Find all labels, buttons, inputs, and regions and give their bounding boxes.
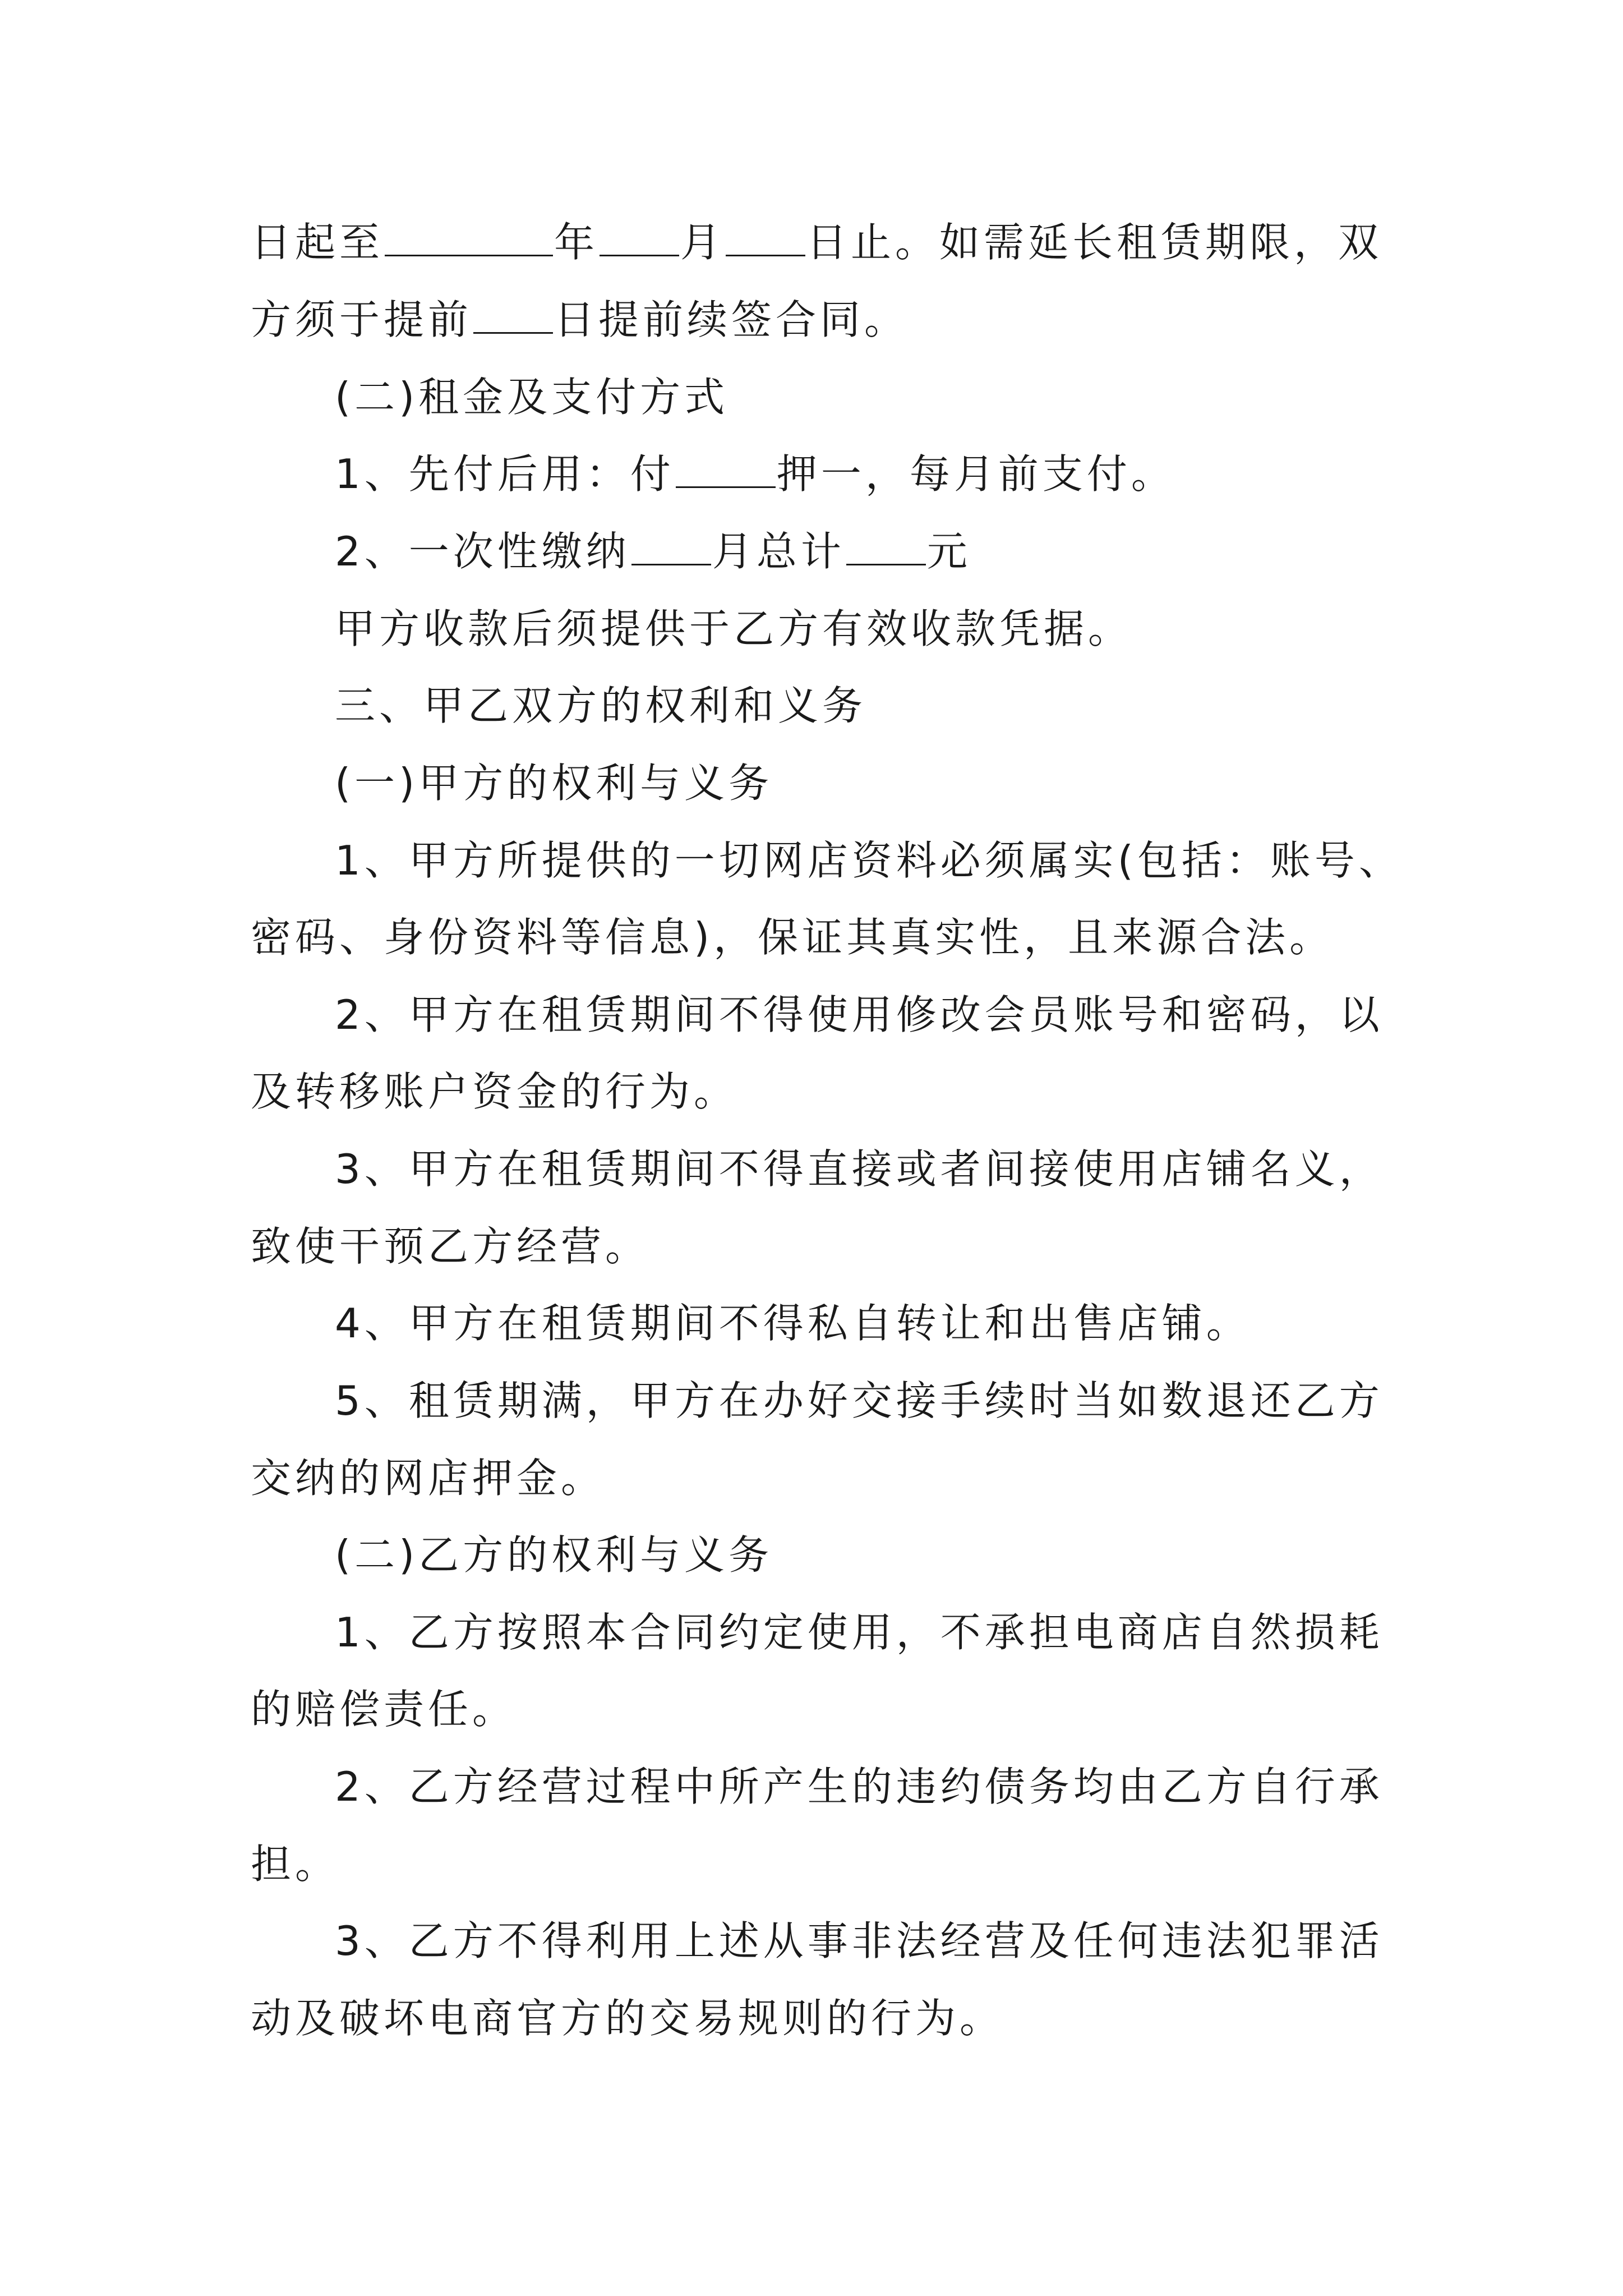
paragraph-line: 5、租赁期满，甲方在办好交接手续时当如数退还乙方 (335, 1377, 1384, 1424)
fill-in-blank (676, 481, 776, 488)
paragraph-line: 3、乙方不得利用上述从事非法经营及任何违法犯罪活 (335, 1917, 1384, 1964)
paragraph-line: 甲方收款后须提供于乙方有效收款凭据。 (335, 605, 1133, 652)
fill-in-blank (473, 326, 553, 334)
paragraph-line: 动及破坏电商官方的交易规则的行为。 (251, 1995, 1004, 2042)
fill-in-blank (846, 558, 926, 565)
paragraph-line: 及转移账户资金的行为。 (251, 1068, 739, 1115)
text-run: 1、先付后用：付 (335, 450, 675, 498)
paragraph-line: 4、甲方在租赁期间不得私自转让和出售店铺。 (335, 1300, 1251, 1347)
text-run: 方须于提前 (251, 296, 473, 343)
text-run: 日提前续签合同。 (554, 296, 909, 343)
fill-in-blank (600, 249, 679, 256)
text-run: 日止。如需延长租赁期限，双 (806, 219, 1383, 266)
paragraph-line: 1、甲方所提供的一切网店资料必须属实(包括：账号、 (335, 837, 1403, 884)
text-run: 2、一次性缴纳 (335, 528, 630, 575)
text-run: 押一，每月前支付。 (776, 450, 1175, 498)
paragraph-line (335, 523, 971, 579)
paragraph-line: 2、甲方在租赁期间不得使用修改会员账号和密码，以 (335, 991, 1384, 1038)
section-heading: (二)租金及支付方式 (335, 374, 729, 421)
fill-in-blank (385, 249, 553, 256)
paragraph-line (335, 446, 1175, 502)
paragraph-line: 的赔偿责任。 (251, 1686, 517, 1733)
text-run: 年 (554, 219, 599, 266)
subsection-heading: (一)甲方的权利与义务 (335, 760, 773, 807)
subsection-heading: (二)乙方的权利与义务 (335, 1531, 773, 1579)
paragraph-line: 交纳的网店押金。 (251, 1455, 606, 1502)
text-run: 月总计 (712, 528, 845, 575)
paragraph-line: 3、甲方在租赁期间不得直接或者间接使用店铺名义， (335, 1145, 1384, 1193)
fill-in-blank (631, 558, 711, 565)
section-heading: 三、甲乙双方的权利和义务 (335, 682, 867, 729)
text-run: 日起至 (251, 219, 384, 266)
text-run: 月 (680, 219, 725, 266)
fill-in-blank (726, 249, 805, 256)
paragraph-line: 1、乙方按照本合同约定使用，不承担电商店自然损耗 (335, 1609, 1384, 1656)
text-run: 元 (926, 528, 971, 575)
paragraph-line: 密码、身份资料等信息)，保证其真实性，且来源合法。 (251, 914, 1334, 961)
paragraph-line (251, 214, 1382, 270)
paragraph-line: 2、乙方经营过程中所产生的违约债务均由乙方自行承 (335, 1763, 1384, 1810)
paragraph-line: 致使干预乙方经营。 (251, 1223, 650, 1270)
paragraph-line (251, 292, 909, 348)
paragraph-line: 担。 (251, 1841, 340, 1888)
